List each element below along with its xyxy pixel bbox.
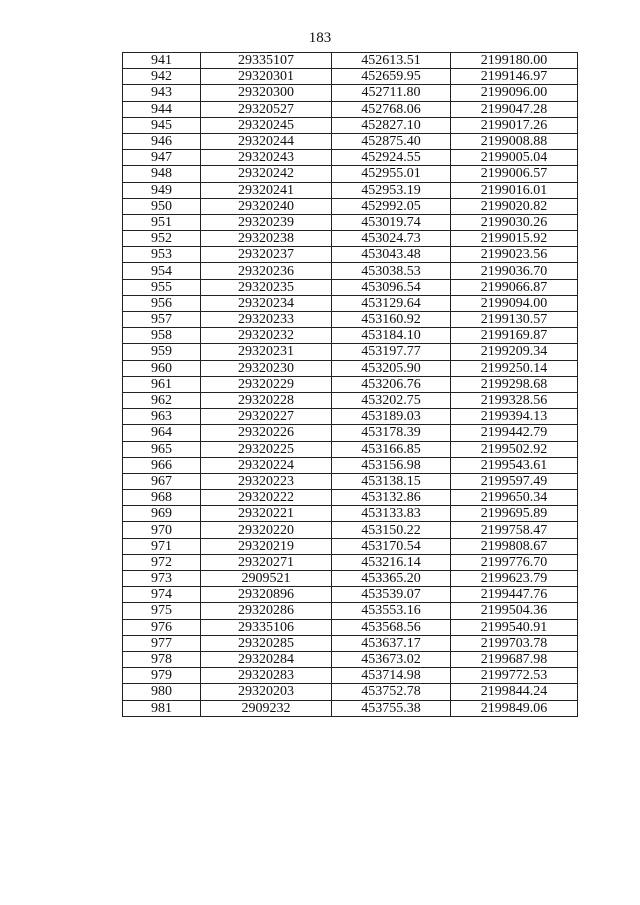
point-id-cell: 29335107: [201, 53, 332, 69]
y-coordinate-cell: 2199016.01: [451, 182, 578, 198]
y-coordinate-cell: 2199005.04: [451, 150, 578, 166]
y-coordinate-cell: 2199543.61: [451, 457, 578, 473]
point-id-cell: 29320271: [201, 554, 332, 570]
point-id-cell: 29320225: [201, 441, 332, 457]
row-index-cell: 952: [123, 231, 201, 247]
point-id-cell: 29320220: [201, 522, 332, 538]
row-index-cell: 947: [123, 150, 201, 166]
table-row: [123, 360, 578, 376]
y-coordinate-cell: 2199008.88: [451, 133, 578, 149]
point-id-cell: 29320227: [201, 409, 332, 425]
y-coordinate-cell: 2199023.56: [451, 247, 578, 263]
table-row: [123, 182, 578, 198]
table-row: [123, 295, 578, 311]
x-coordinate-cell: 453673.02: [332, 651, 451, 667]
table-row: [123, 522, 578, 538]
table-row: [123, 263, 578, 279]
table-row: [123, 198, 578, 214]
x-coordinate-cell: 453166.85: [332, 441, 451, 457]
x-coordinate-cell: 452827.10: [332, 117, 451, 133]
point-id-cell: 29320226: [201, 425, 332, 441]
point-id-cell: 29320232: [201, 328, 332, 344]
row-index-cell: 953: [123, 247, 201, 263]
point-id-cell: 2909521: [201, 571, 332, 587]
table-row: [123, 409, 578, 425]
point-id-cell: 29320244: [201, 133, 332, 149]
table-row: [123, 328, 578, 344]
table-row: [123, 85, 578, 101]
table-row: [123, 69, 578, 85]
point-id-cell: 29320239: [201, 214, 332, 230]
y-coordinate-cell: 2199394.13: [451, 409, 578, 425]
x-coordinate-cell: 453637.17: [332, 635, 451, 651]
x-coordinate-cell: 452768.06: [332, 101, 451, 117]
point-id-cell: 29320237: [201, 247, 332, 263]
table-row: [123, 117, 578, 133]
y-coordinate-cell: 2199130.57: [451, 312, 578, 328]
table-row: [123, 635, 578, 651]
y-coordinate-cell: 2199772.53: [451, 668, 578, 684]
table-row: [123, 490, 578, 506]
x-coordinate-cell: 453096.54: [332, 279, 451, 295]
x-coordinate-cell: 453038.53: [332, 263, 451, 279]
table-row: [123, 441, 578, 457]
point-id-cell: 29320242: [201, 166, 332, 182]
y-coordinate-cell: 2199540.91: [451, 619, 578, 635]
row-index-cell: 973: [123, 571, 201, 587]
y-coordinate-cell: 2199703.78: [451, 635, 578, 651]
y-coordinate-cell: 2199180.00: [451, 53, 578, 69]
x-coordinate-cell: 453160.92: [332, 312, 451, 328]
table-row: [123, 603, 578, 619]
row-index-cell: 981: [123, 700, 201, 716]
x-coordinate-cell: 453553.16: [332, 603, 451, 619]
point-id-cell: 29335106: [201, 619, 332, 635]
x-coordinate-cell: 453197.77: [332, 344, 451, 360]
y-coordinate-cell: 2199146.97: [451, 69, 578, 85]
y-coordinate-cell: 2199209.34: [451, 344, 578, 360]
x-coordinate-cell: 452659.95: [332, 69, 451, 85]
table-row: [123, 344, 578, 360]
x-coordinate-cell: 453150.22: [332, 522, 451, 538]
y-coordinate-cell: 2199020.82: [451, 198, 578, 214]
row-index-cell: 959: [123, 344, 201, 360]
row-index-cell: 955: [123, 279, 201, 295]
table-row: [123, 279, 578, 295]
table-row: [123, 538, 578, 554]
table-row: [123, 231, 578, 247]
point-id-cell: 29320219: [201, 538, 332, 554]
point-id-cell: 29320241: [201, 182, 332, 198]
point-id-cell: 29320284: [201, 651, 332, 667]
y-coordinate-cell: 2199502.92: [451, 441, 578, 457]
table-row: [123, 392, 578, 408]
y-coordinate-cell: 2199687.98: [451, 651, 578, 667]
x-coordinate-cell: 452953.19: [332, 182, 451, 198]
y-coordinate-cell: 2199006.57: [451, 166, 578, 182]
y-coordinate-cell: 2199015.92: [451, 231, 578, 247]
y-coordinate-cell: 2199047.28: [451, 101, 578, 117]
row-index-cell: 958: [123, 328, 201, 344]
row-index-cell: 941: [123, 53, 201, 69]
point-id-cell: 29320527: [201, 101, 332, 117]
y-coordinate-cell: 2199695.89: [451, 506, 578, 522]
point-id-cell: 29320243: [201, 150, 332, 166]
page-number: 183: [308, 30, 332, 46]
x-coordinate-cell: 453202.75: [332, 392, 451, 408]
table-row: [123, 506, 578, 522]
x-coordinate-cell: 453206.76: [332, 376, 451, 392]
row-index-cell: 942: [123, 69, 201, 85]
x-coordinate-cell: 453133.83: [332, 506, 451, 522]
coordinates-table: [122, 52, 578, 717]
point-id-cell: 29320301: [201, 69, 332, 85]
point-id-cell: 29320222: [201, 490, 332, 506]
y-coordinate-cell: 2199776.70: [451, 554, 578, 570]
row-index-cell: 979: [123, 668, 201, 684]
row-index-cell: 971: [123, 538, 201, 554]
x-coordinate-cell: 453365.20: [332, 571, 451, 587]
y-coordinate-cell: 2199623.79: [451, 571, 578, 587]
x-coordinate-cell: 453755.38: [332, 700, 451, 716]
table-row: [123, 651, 578, 667]
row-index-cell: 980: [123, 684, 201, 700]
point-id-cell: 29320286: [201, 603, 332, 619]
point-id-cell: 29320235: [201, 279, 332, 295]
row-index-cell: 962: [123, 392, 201, 408]
row-index-cell: 949: [123, 182, 201, 198]
x-coordinate-cell: 453019.74: [332, 214, 451, 230]
table-row: [123, 312, 578, 328]
point-id-cell: 29320224: [201, 457, 332, 473]
point-id-cell: 29320228: [201, 392, 332, 408]
x-coordinate-cell: 453129.64: [332, 295, 451, 311]
row-index-cell: 956: [123, 295, 201, 311]
x-coordinate-cell: 453189.03: [332, 409, 451, 425]
row-index-cell: 966: [123, 457, 201, 473]
y-coordinate-cell: 2199036.70: [451, 263, 578, 279]
y-coordinate-cell: 2199169.87: [451, 328, 578, 344]
point-id-cell: 29320223: [201, 473, 332, 489]
row-index-cell: 976: [123, 619, 201, 635]
table-row: [123, 150, 578, 166]
y-coordinate-cell: 2199442.79: [451, 425, 578, 441]
point-id-cell: 29320221: [201, 506, 332, 522]
row-index-cell: 964: [123, 425, 201, 441]
row-index-cell: 961: [123, 376, 201, 392]
point-id-cell: 29320236: [201, 263, 332, 279]
x-coordinate-cell: 452924.55: [332, 150, 451, 166]
x-coordinate-cell: 453156.98: [332, 457, 451, 473]
x-coordinate-cell: 453714.98: [332, 668, 451, 684]
x-coordinate-cell: 453024.73: [332, 231, 451, 247]
table-body: [123, 53, 578, 717]
table-row: [123, 473, 578, 489]
x-coordinate-cell: 453178.39: [332, 425, 451, 441]
point-id-cell: 29320203: [201, 684, 332, 700]
point-id-cell: 2909232: [201, 700, 332, 716]
row-index-cell: 977: [123, 635, 201, 651]
table-row: [123, 133, 578, 149]
table-row: [123, 619, 578, 635]
point-id-cell: 29320229: [201, 376, 332, 392]
y-coordinate-cell: 2199328.56: [451, 392, 578, 408]
row-index-cell: 969: [123, 506, 201, 522]
row-index-cell: 943: [123, 85, 201, 101]
row-index-cell: 945: [123, 117, 201, 133]
x-coordinate-cell: 452955.01: [332, 166, 451, 182]
row-index-cell: 968: [123, 490, 201, 506]
x-coordinate-cell: 453170.54: [332, 538, 451, 554]
x-coordinate-cell: 452711.80: [332, 85, 451, 101]
y-coordinate-cell: 2199066.87: [451, 279, 578, 295]
table-row: [123, 425, 578, 441]
table-row: [123, 571, 578, 587]
y-coordinate-cell: 2199849.06: [451, 700, 578, 716]
x-coordinate-cell: 452875.40: [332, 133, 451, 149]
table-row: [123, 247, 578, 263]
table-row: [123, 457, 578, 473]
y-coordinate-cell: 2199447.76: [451, 587, 578, 603]
row-index-cell: 946: [123, 133, 201, 149]
y-coordinate-cell: 2199017.26: [451, 117, 578, 133]
x-coordinate-cell: 453184.10: [332, 328, 451, 344]
y-coordinate-cell: 2199094.00: [451, 295, 578, 311]
x-coordinate-cell: 453539.07: [332, 587, 451, 603]
table-row: [123, 376, 578, 392]
table-row: [123, 166, 578, 182]
row-index-cell: 957: [123, 312, 201, 328]
x-coordinate-cell: 453752.78: [332, 684, 451, 700]
row-index-cell: 950: [123, 198, 201, 214]
x-coordinate-cell: 453568.56: [332, 619, 451, 635]
y-coordinate-cell: 2199030.26: [451, 214, 578, 230]
row-index-cell: 970: [123, 522, 201, 538]
x-coordinate-cell: 453043.48: [332, 247, 451, 263]
point-id-cell: 29320240: [201, 198, 332, 214]
y-coordinate-cell: 2199298.68: [451, 376, 578, 392]
y-coordinate-cell: 2199504.36: [451, 603, 578, 619]
x-coordinate-cell: 452613.51: [332, 53, 451, 69]
point-id-cell: 29320283: [201, 668, 332, 684]
y-coordinate-cell: 2199844.24: [451, 684, 578, 700]
point-id-cell: 29320285: [201, 635, 332, 651]
row-index-cell: 978: [123, 651, 201, 667]
point-id-cell: 29320300: [201, 85, 332, 101]
y-coordinate-cell: 2199597.49: [451, 473, 578, 489]
row-index-cell: 948: [123, 166, 201, 182]
point-id-cell: 29320896: [201, 587, 332, 603]
row-index-cell: 963: [123, 409, 201, 425]
point-id-cell: 29320233: [201, 312, 332, 328]
x-coordinate-cell: 453216.14: [332, 554, 451, 570]
y-coordinate-cell: 2199758.47: [451, 522, 578, 538]
row-index-cell: 951: [123, 214, 201, 230]
table-row: [123, 700, 578, 716]
row-index-cell: 972: [123, 554, 201, 570]
table-row: [123, 214, 578, 230]
x-coordinate-cell: 452992.05: [332, 198, 451, 214]
row-index-cell: 954: [123, 263, 201, 279]
table-row: [123, 668, 578, 684]
point-id-cell: 29320234: [201, 295, 332, 311]
row-index-cell: 974: [123, 587, 201, 603]
table-row: [123, 53, 578, 69]
x-coordinate-cell: 453138.15: [332, 473, 451, 489]
x-coordinate-cell: 453132.86: [332, 490, 451, 506]
table-row: [123, 554, 578, 570]
point-id-cell: 29320238: [201, 231, 332, 247]
row-index-cell: 944: [123, 101, 201, 117]
table-row: [123, 684, 578, 700]
point-id-cell: 29320245: [201, 117, 332, 133]
row-index-cell: 965: [123, 441, 201, 457]
table-row: [123, 587, 578, 603]
y-coordinate-cell: 2199250.14: [451, 360, 578, 376]
table-row: [123, 101, 578, 117]
y-coordinate-cell: 2199808.67: [451, 538, 578, 554]
y-coordinate-cell: 2199096.00: [451, 85, 578, 101]
row-index-cell: 975: [123, 603, 201, 619]
row-index-cell: 967: [123, 473, 201, 489]
x-coordinate-cell: 453205.90: [332, 360, 451, 376]
y-coordinate-cell: 2199650.34: [451, 490, 578, 506]
point-id-cell: 29320231: [201, 344, 332, 360]
row-index-cell: 960: [123, 360, 201, 376]
point-id-cell: 29320230: [201, 360, 332, 376]
